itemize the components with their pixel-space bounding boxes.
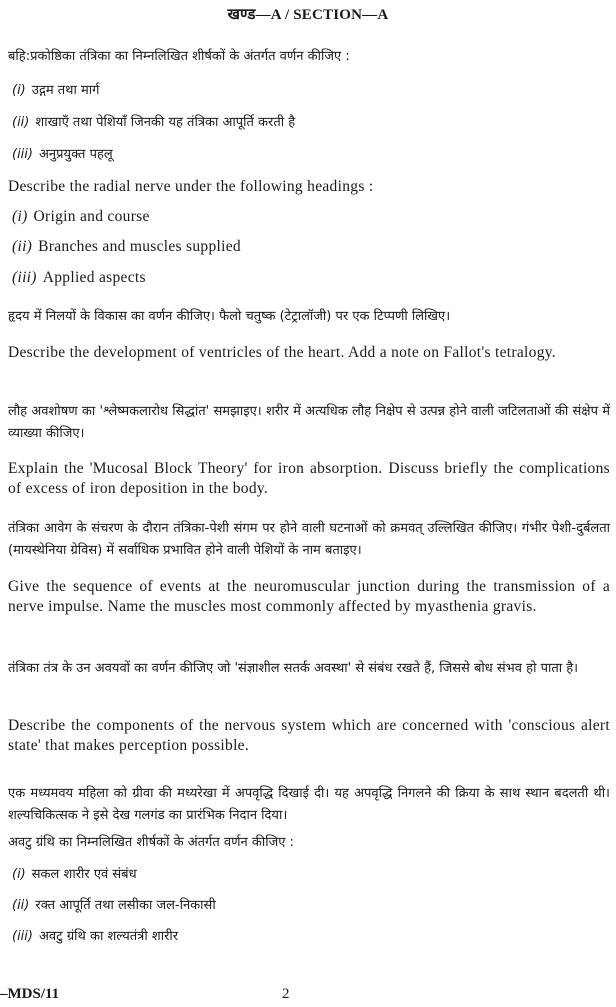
item-number: (i) <box>12 208 28 225</box>
item-number: (iii) <box>12 269 37 286</box>
q3-english: Explain the 'Mucosal Block Theory' for iron absorption. Discuss briefly the complications of excess of iron deposition in the body. <box>8 460 610 497</box>
q1-hindi-stem: बहि:प्रकोष्ठिका तंत्रिका का निम्नलिखित शीर्षकों के अंतर्गत वर्णन कीजिए : <box>8 49 350 64</box>
q6-hindi-stem: अवटु ग्रंथि का निम्नलिखित शीर्षकों के अंतर्गत वर्णन कीजिए : <box>8 835 294 850</box>
item-number: (iii) <box>12 929 33 944</box>
item-text: Origin and course <box>33 208 150 225</box>
q1-english-item <box>12 237 610 257</box>
item-number: (i) <box>12 83 26 98</box>
q2-english: Describe the development of ventricles of the heart. Add a note on Fallot's tetralogy. <box>8 344 556 361</box>
page-footer <box>0 986 616 1006</box>
q5-english: Describe the components of the nervous system which are concerned with 'conscious alert state' that makes perception possible. <box>8 717 610 754</box>
item-text: अवटु ग्रंथि का शल्यतंत्री शारीर <box>38 929 179 944</box>
q1-english-stem: Describe the radial nerve under the following headings : <box>8 178 374 195</box>
q4-english: Give the sequence of events at the neuromuscular junction during the transmission of a nerve impulse. Name the muscles most commonly affected by myasthenia gravis. <box>8 578 610 615</box>
q2-hindi: हृदय में निलयों के विकास का वर्णन कीजिए। फैलो चतुष्क (टेट्रालॉजी) पर एक टिप्पणी लिखिए। <box>8 309 451 324</box>
q6-hindi-item <box>12 895 610 917</box>
q4-hindi: तंत्रिका आवेग के संचरण के दौरान तंत्रिका-पेशी संगम पर होने वाली घटनाओं को क्रमवत् उल्लिखित कीजिए। गंभीर पेशी-दुर्बलता (मायस्थेनिया ग्रेविस) में सर्वाधिक प्रभावित होने वाली पेशियों के नाम बताइए। <box>8 521 610 558</box>
q1-hindi-item <box>12 112 610 134</box>
section-heading: खण्ड—A / SECTION—A <box>227 7 389 23</box>
item-text: Branches and muscles supplied <box>38 238 241 255</box>
page-number: 2 <box>282 986 290 1002</box>
item-text: उद्गम तथा मार्ग <box>31 83 100 98</box>
item-number: (i) <box>12 867 26 882</box>
q1-english-item <box>12 268 610 288</box>
q6-hindi-case: एक मध्यमवय महिला को ग्रीवा की मध्यरेखा में अपवृद्धि दिखाई दी। यह अपवृद्धि निगलने की क्रिया के साथ स्थान बदलती थी। शल्यचिकित्सक ने इसे देख गलगंड का प्रारंभिक निदान दिया। <box>8 786 610 823</box>
item-number: (ii) <box>12 898 30 913</box>
q1-english-item <box>12 207 610 227</box>
item-number: (ii) <box>12 115 30 130</box>
q1-hindi-item <box>12 80 610 102</box>
item-number: (iii) <box>12 147 33 162</box>
q1-hindi-item <box>12 144 610 166</box>
q3-hindi: लौह अवशोषण का 'श्लेष्मकलारोध सिद्धांत' समझाइए। शरीर में अत्यधिक लौह निक्षेप से उत्पन्न होने वाली जटिलताओं की संक्षेप में व्याख्या कीजिए। <box>8 404 610 441</box>
paper-code: –MDS/11 <box>0 986 60 1002</box>
q6-hindi-item <box>12 926 610 948</box>
q6-hindi-item <box>12 864 610 886</box>
item-text: सकल शारीर एवं संबंध <box>31 867 137 882</box>
item-text: अनुप्रयुक्त पहलू <box>38 147 113 162</box>
item-text: शाखाएँ तथा पेशियाँ जिनकी यह तंत्रिका आपूर्ति करती है <box>35 115 296 130</box>
item-text: Applied aspects <box>42 269 146 286</box>
q5-hindi: तंत्रिका तंत्र के उन अवयवों का वर्णन कीजिए जो 'संज्ञाशील सतर्क अवस्था' से संबंध रखते हैं, जिससे बोध संभव हो पाता है। <box>8 661 579 676</box>
item-number: (ii) <box>12 238 33 255</box>
item-text: रक्त आपूर्ति तथा लसीका जल-निकासी <box>35 898 216 913</box>
